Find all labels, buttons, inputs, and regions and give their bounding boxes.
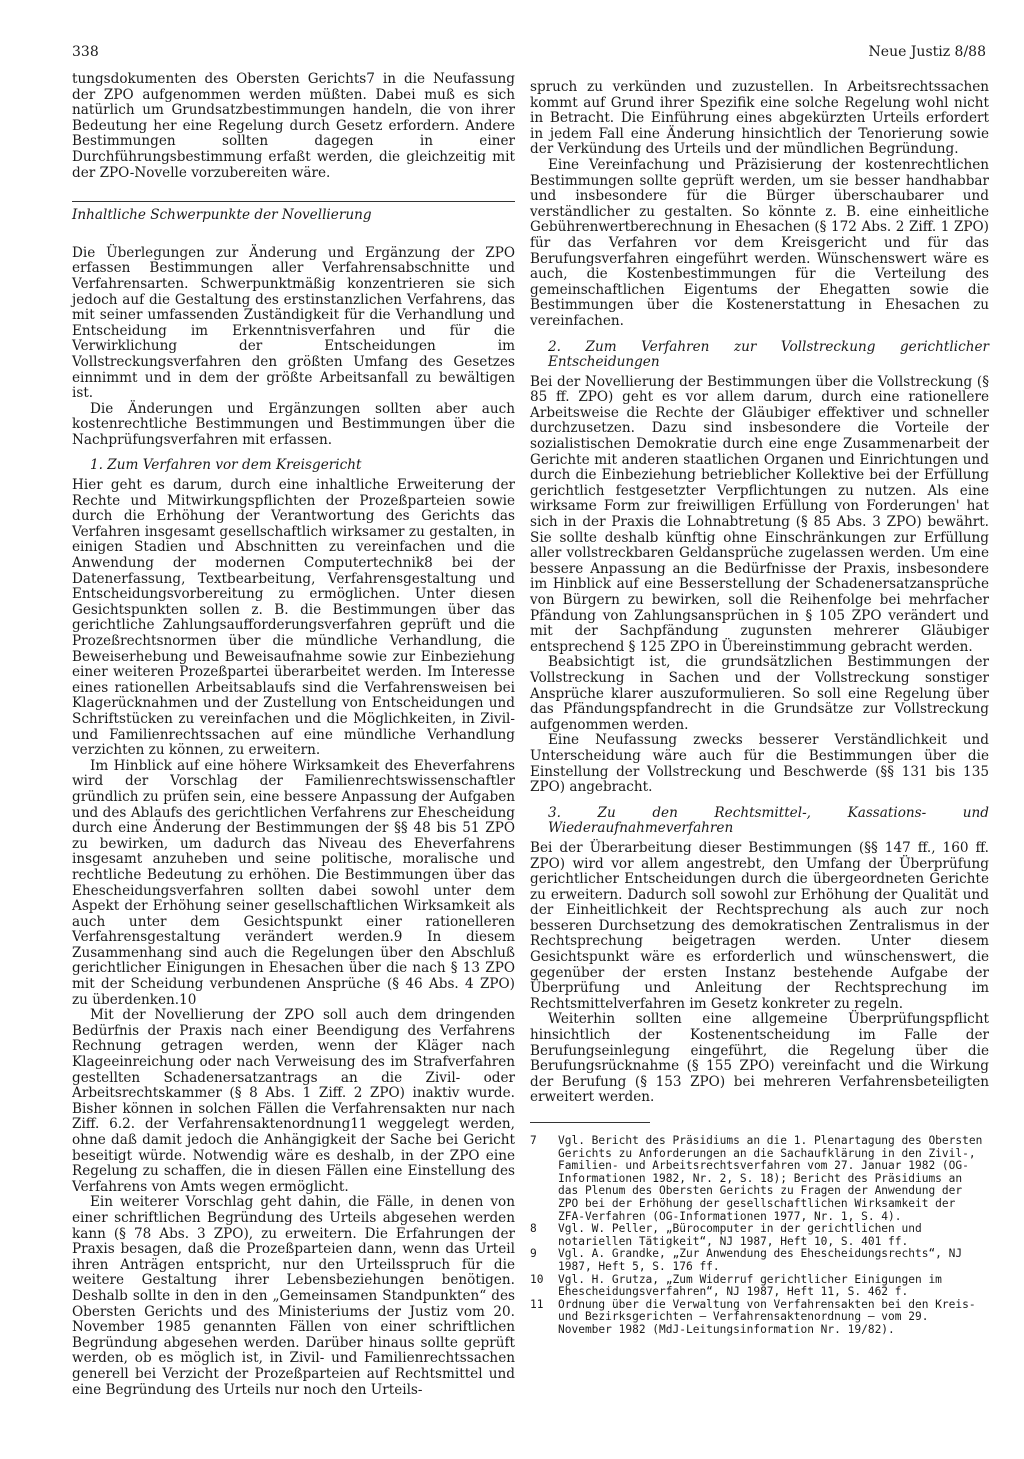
paragraph: Ein weiterer Vorschlag geht dahin, die Fälle, in denen von einer schriftlichen Begründung des Urteils abgesehen werden kann (§ 78 Abs. 3 ZPO), zu erweitern. Die Erfahrungen der Praxis besagen, daß die Prozeßparteien dann, wenn das Urteil ihren Anträgen entspricht, nur den Urteilsspruch für die weitere Gestaltung ihrer Lebensbeziehungen benötigen. Deshalb sollte in den in den „Gemeinsamen Standpunkten“ des Obersten Gerichts und des Ministeriums der Justiz vom 20. November 1985 genannten Fällen von einer schriftlichen Begründung abgesehen werden. Darüber hinaus sollte geprüft werden, ob es möglich ist, in Zivil- und Familienrechtssachen generell bei Verzicht der Prozeßparteien auf Rechtsmittel und eine Begründung des Urteils nur noch den Urteils- xyxy=(72,1194,515,1398)
left-column xyxy=(72,72,515,1398)
footnote-number: 9 xyxy=(530,1247,537,1261)
footnote-text: Ordnung über die Verwaltung von Verfahrensakten bei den Kreis- und Bezirksgerichten — Verfahrensaktenordnung — vom 29. November 1982 (MdJ-Leitungsinformation Nr. 19/82). xyxy=(558,1297,976,1336)
page-header xyxy=(72,44,986,68)
right-column xyxy=(530,80,989,1337)
footnote xyxy=(530,1223,989,1248)
paragraph: tungsdokumenten des Obersten Gerichts7 in die Neufassung der ZPO aufgenommen werden müßten. Dabei muß es sich natürlich um Grundsatzbestimmungen handeln, die von ihrer Bedeutung her eine Regelung durch Gesetz erfordern. Andere Bestimmungen sollten dagegen in einer Durchführungsbestimmung erfaßt werden, die gleichzeitig mit der ZPO-Novelle vorzubereiten wäre. xyxy=(72,71,515,181)
paragraph: Die Änderungen und Ergänzungen sollten aber auch kostenrechtliche Bestimmungen und Bestimmungen über die Nachprüfungsverfahren mit erfassen. xyxy=(72,400,515,448)
journal-issue: Neue Justiz 8/88 xyxy=(868,44,986,60)
footnote-divider xyxy=(530,1122,650,1123)
page-number: 338 xyxy=(72,44,99,60)
paragraph: Mit der Novellierung der ZPO soll auch dem dringenden Bedürfnis der Praxis nach einer Beendigung des Verfahrens Rechnung getragen werden, wenn der Kläger nach Klageeinreichung oder nach Verweisung des im Strafverfahren gestellten Schadenersatzantrags an die Zivil- oder Arbeitsrechtskammer (§ 8 Abs. 1 Ziff. 2 ZPO) inaktiv wurde. Bisher können in solchen Fällen die Verfahrensakten nur nach Ziff. 6.2. der Verfahrensaktenordnung11 weggelegt werden, ohne daß damit jedoch die Anhängigkeit der Sache bei Gericht beseitigt würde. Notwendig wäre es deshalb, in der ZPO eine Regelung zu schaffen, die in diesen Fällen eine Einstellung des Verfahrens von Amts wegen ermöglicht. xyxy=(72,1007,515,1195)
footnote-text: Vgl. Bericht des Präsidiums an die 1. Plenartagung des Obersten Gerichts zu Anforderungen an die Sachaufklärung in den Zivil-, Familien- und Arbeitsrechtsverfahren vom 27. Januar 1982 (OG-Informationen 1982, Nr. 2, S. 18); Bericht des Präsidiums an das Plenum des Obersten Gerichts zu Fragen der Anwendung der ZPO bei der Erhöhung der gesellschaftlichen Wirksamkeit der ZFA-Verfahren (OG-Informationen 1977, Nr. 1, S. 4). xyxy=(558,1134,983,1223)
subsection-heading: 2. Zum Verfahren zur Vollstreckung gerichtlicher Entscheidungen xyxy=(548,338,989,371)
footnotes xyxy=(530,1135,989,1337)
paragraph: Bei der Novellierung der Bestimmungen über die Vollstreckung (§ 85 ff. ZPO) geht es vor allem darum, durch eine rationellere Arbeitsweise die Rechte der Gläubiger effektiver und schneller durchzusetzen. Dazu sind insbesondere die Vorteile der sozialistischen Demokratie durch eine enge Zusammenarbeit der Gerichte mit anderen staatlichen Organen und Einrichtungen und durch die Einbeziehung betrieblicher Kollektive bei der Erfüllung gerichtlich festgesetzter Verpflichtungen zu nutzen. Als eine wirksame Form zur freiwilligen Erfüllung von Forderungen' hat sich in der Praxis die Lohnabtretung (§ 85 Abs. 3 ZPO) bewährt. Sie sollte deshalb künftig ohne Einschränkungen zur Erfüllung aller vollstreckbaren Geldansprüche zugelassen werden. Um eine bessere Anpassung an die Bedürfnisse der Praxis, insbesondere im Hinblick auf eine Besserstellung der Schadenersatzansprüche von Bürgern zu bewirken, soll die Reihenfolge bei mehrfacher Pfändung von Zahlungsansprüchen in § 105 ZPO verändert und mit der Sachpfändung zugunsten mehrerer Gläubiger entsprechend § 125 ZPO in Übereinstimmung gebracht werden. xyxy=(530,373,989,655)
footnote-text: Vgl. W. Peller, „Bürocomputer in der gerichtlichen und notariellen Tätigkeit“, NJ 1987, Heft 10, S. 401 ff. xyxy=(558,1222,922,1248)
paragraph: spruch zu verkünden und zuzustellen. In Arbeitsrechtssachen kommt auf Grund ihrer Spezifik eine solche Regelung wohl nicht in Betracht. Die Einführung eines abgekürzten Urteils erfordert in jedem Fall eine Änderung hinsichtlich der Tenorierung sowie der Verkündung des Urteils und der mündlichen Begründung. xyxy=(530,79,989,158)
paragraph: Weiterhin sollten eine allgemeine Überprüfungspflicht hinsichtlich der Kostenentscheidung im Falle der Berufungseinlegung eingeführt, die Regelung über die Berufungsrücknahme (§ 155 ZPO) vereinfacht und die Wirkung der Berufung (§ 153 ZPO) bei mehreren Verfahrensbeteiligten erweitert werden. xyxy=(530,1011,989,1106)
footnote xyxy=(530,1135,989,1223)
paragraph: Eine Vereinfachung und Präzisierung der kostenrechtlichen Bestimmungen sollte geprüft werden, um sie besser handhabbar und insbesondere für die Bürger überschaubarer und verständlicher zu gestalten. So könnte z. B. eine einheitliche Gebührenwertberechnung in Ehesachen (§ 172 Abs. 2 Ziff. 1 ZPO) für das Verfahren vor dem Kreisgericht und für das Berufungsverfahren eingeführt werden. Wünschenswert wäre es auch, die Kostenbestimmungen für die Verteilung des gemeinschaftlichen Eigentums der Ehegatten sowie die Bestimmungen über die Kostenerstattung in Ehesachen zu vereinfachen. xyxy=(530,156,989,329)
footnote xyxy=(530,1274,989,1299)
section-heading: Inhaltliche Schwerpunkte der Novellierung xyxy=(72,201,515,224)
footnote-number: 10 xyxy=(530,1272,544,1286)
paragraph: Beabsichtigt ist, die grundsätzlichen Bestimmungen der Vollstreckung in Sachen und der Vollstreckung sonstiger Ansprüche klarer auszuformulieren. So soll eine Regelung über das Pfändungspfandrecht in die Grundsätze zur Vollstreckung aufgenommen werden. xyxy=(530,654,989,733)
footnote-number: 8 xyxy=(530,1222,537,1236)
paragraph: Bei der Überarbeitung dieser Bestimmungen (§§ 147 ff., 160 ff. ZPO) wird vor allem angestrebt, den Umfang der Überprüfung gerichtlicher Entscheidungen durch die übergeordneten Gerichte zu erweitern. Dadurch soll sowohl zur Erhöhung der Qualität und der Einheitlichkeit der Rechtsprechung als auch zur noch besseren Durchsetzung des demokratischen Zentralismus in der Rechtsprechung beigetragen werden. Unter diesem Gesichtspunkt wäre es erforderlich und wünschenswert, die gegenüber der ersten Instanz bestehende Aufgabe der Überprüfung und Anleitung der Rechtsprechung im Rechtsmittelverfahren im Gesetz konkreter zu regeln. xyxy=(530,839,989,1012)
footnote-text: Vgl. H. Grutza, „Zum Widerruf gerichtlicher Einigungen im Ehescheidungsverfahren“, NJ 1987, Heft 11, S. 462 f. xyxy=(558,1272,942,1299)
paragraph: Im Hinblick auf eine höhere Wirksamkeit des Eheverfahrens wird der Vorschlag der Familienrechtswissenschaftler gründlich zu prüfen sein, eine bessere Anpassung der Aufgaben und des Ablaufs des gerichtlichen Verfahrens zur Ehescheidung durch eine Änderung der Bestimmungen der §§ 48 bis 51 ZPO zu bewirken, um dadurch das Niveau des Eheverfahrens insgesamt anzuheben und seine politische, moralische und rechtliche Bedeutung zu erhöhen. Die Bestimmungen über das Ehescheidungsverfahren sollten dabei sowohl unter dem Aspekt der Erhöhung seiner gesellschaftlichen Wirksamkeit als auch unter dem Gesichtspunkt einer rationelleren Verfahrensgestaltung verändert werden.9 In diesem Zusammenhang sind auch die Regelungen über den Abschluß gerichtlicher Einigungen in Ehesachen über die nach § 13 ZPO mit der Scheidung verbundenen Ansprüche (§ 46 Abs. 4 ZPO) zu überdenken.10 xyxy=(72,757,515,1008)
subsection-heading: 1. Zum Verfahren vor dem Kreisgericht xyxy=(90,457,362,474)
paragraph: Die Überlegungen zur Änderung und Ergänzung der ZPO erfassen Bestimmungen aller Verfahrensabschnitte und Verfahrensarten. Schwerpunktmäßig konzentrieren sie sich jedoch auf die Gestaltung des erstinstanzlichen Verfahrens, das mit seiner umfassenden Zuständigkeit für die Verhandlung und Entscheidung im Erkenntnisverfahren und für die Verwirklichung der Entscheidungen im Vollstreckungsverfahren den größten Umfang des Gesetzes einnimmt und in dem der größte Arbeitsanfall zu bewältigen ist. xyxy=(72,244,515,402)
footnote-number: 7 xyxy=(530,1134,537,1147)
subsection-heading: 3. Zu den Rechtsmittel-, Kassations- und Wiederaufnahmeverfahren xyxy=(548,804,989,837)
paragraph: Eine Neufassung zwecks besserer Verständlichkeit und Unterscheidung wäre auch für die Bestimmungen über die Einstellung der Vollstreckung und Beschwerde (§§ 131 bis 135 ZPO) angebracht. xyxy=(530,732,989,796)
footnote-number: 11 xyxy=(530,1297,544,1311)
paragraph: Hier geht es darum, durch eine inhaltliche Erweiterung der Rechte und Mitwirkungspflichten der Prozeßparteien sowie durch die Erhöhung der Verantwortung des Gerichts das Verfahren insgesamt gesellschaftlich wirksamer zu gestalten, in einigen Stadien und Abschnitten zu vereinfachen und die Anwendung der modernen Computertechnik8 bei der Datenerfassung, Textbearbeitung, Verfahrensgestaltung und Entscheidungsvorbereitung zu ermöglichen. Unter diesen Gesichtspunkten sollen z. B. die Bestimmungen über das gerichtliche Zahlungsaufforderungsverfahren geprüft und die Prozeßrechtsnormen über die mündliche Verhandlung, die Beweiserhebung und Beweisaufnahme sowie zur Einbeziehung einer weiteren Prozeßpartei überarbeitet werden. Im Interesse eines rationellen Arbeitsablaufs sind die Verfahrensweisen bei Klagerücknahmen und der Zustellung von Entscheidungen und Schriftstücken zu vereinfachen und die Möglichkeiten, in Zivil- und Familienrechtssachen auf eine mündliche Verhandlung verzichten zu können, zu erweitern. xyxy=(72,477,515,759)
footnote xyxy=(530,1299,989,1337)
footnote-text: Vgl. A. Grandke, „Zur Anwendung des Ehescheidungsrechts“, NJ 1987, Heft 5, S. 176 ff. xyxy=(558,1247,963,1273)
footnote xyxy=(530,1248,989,1273)
